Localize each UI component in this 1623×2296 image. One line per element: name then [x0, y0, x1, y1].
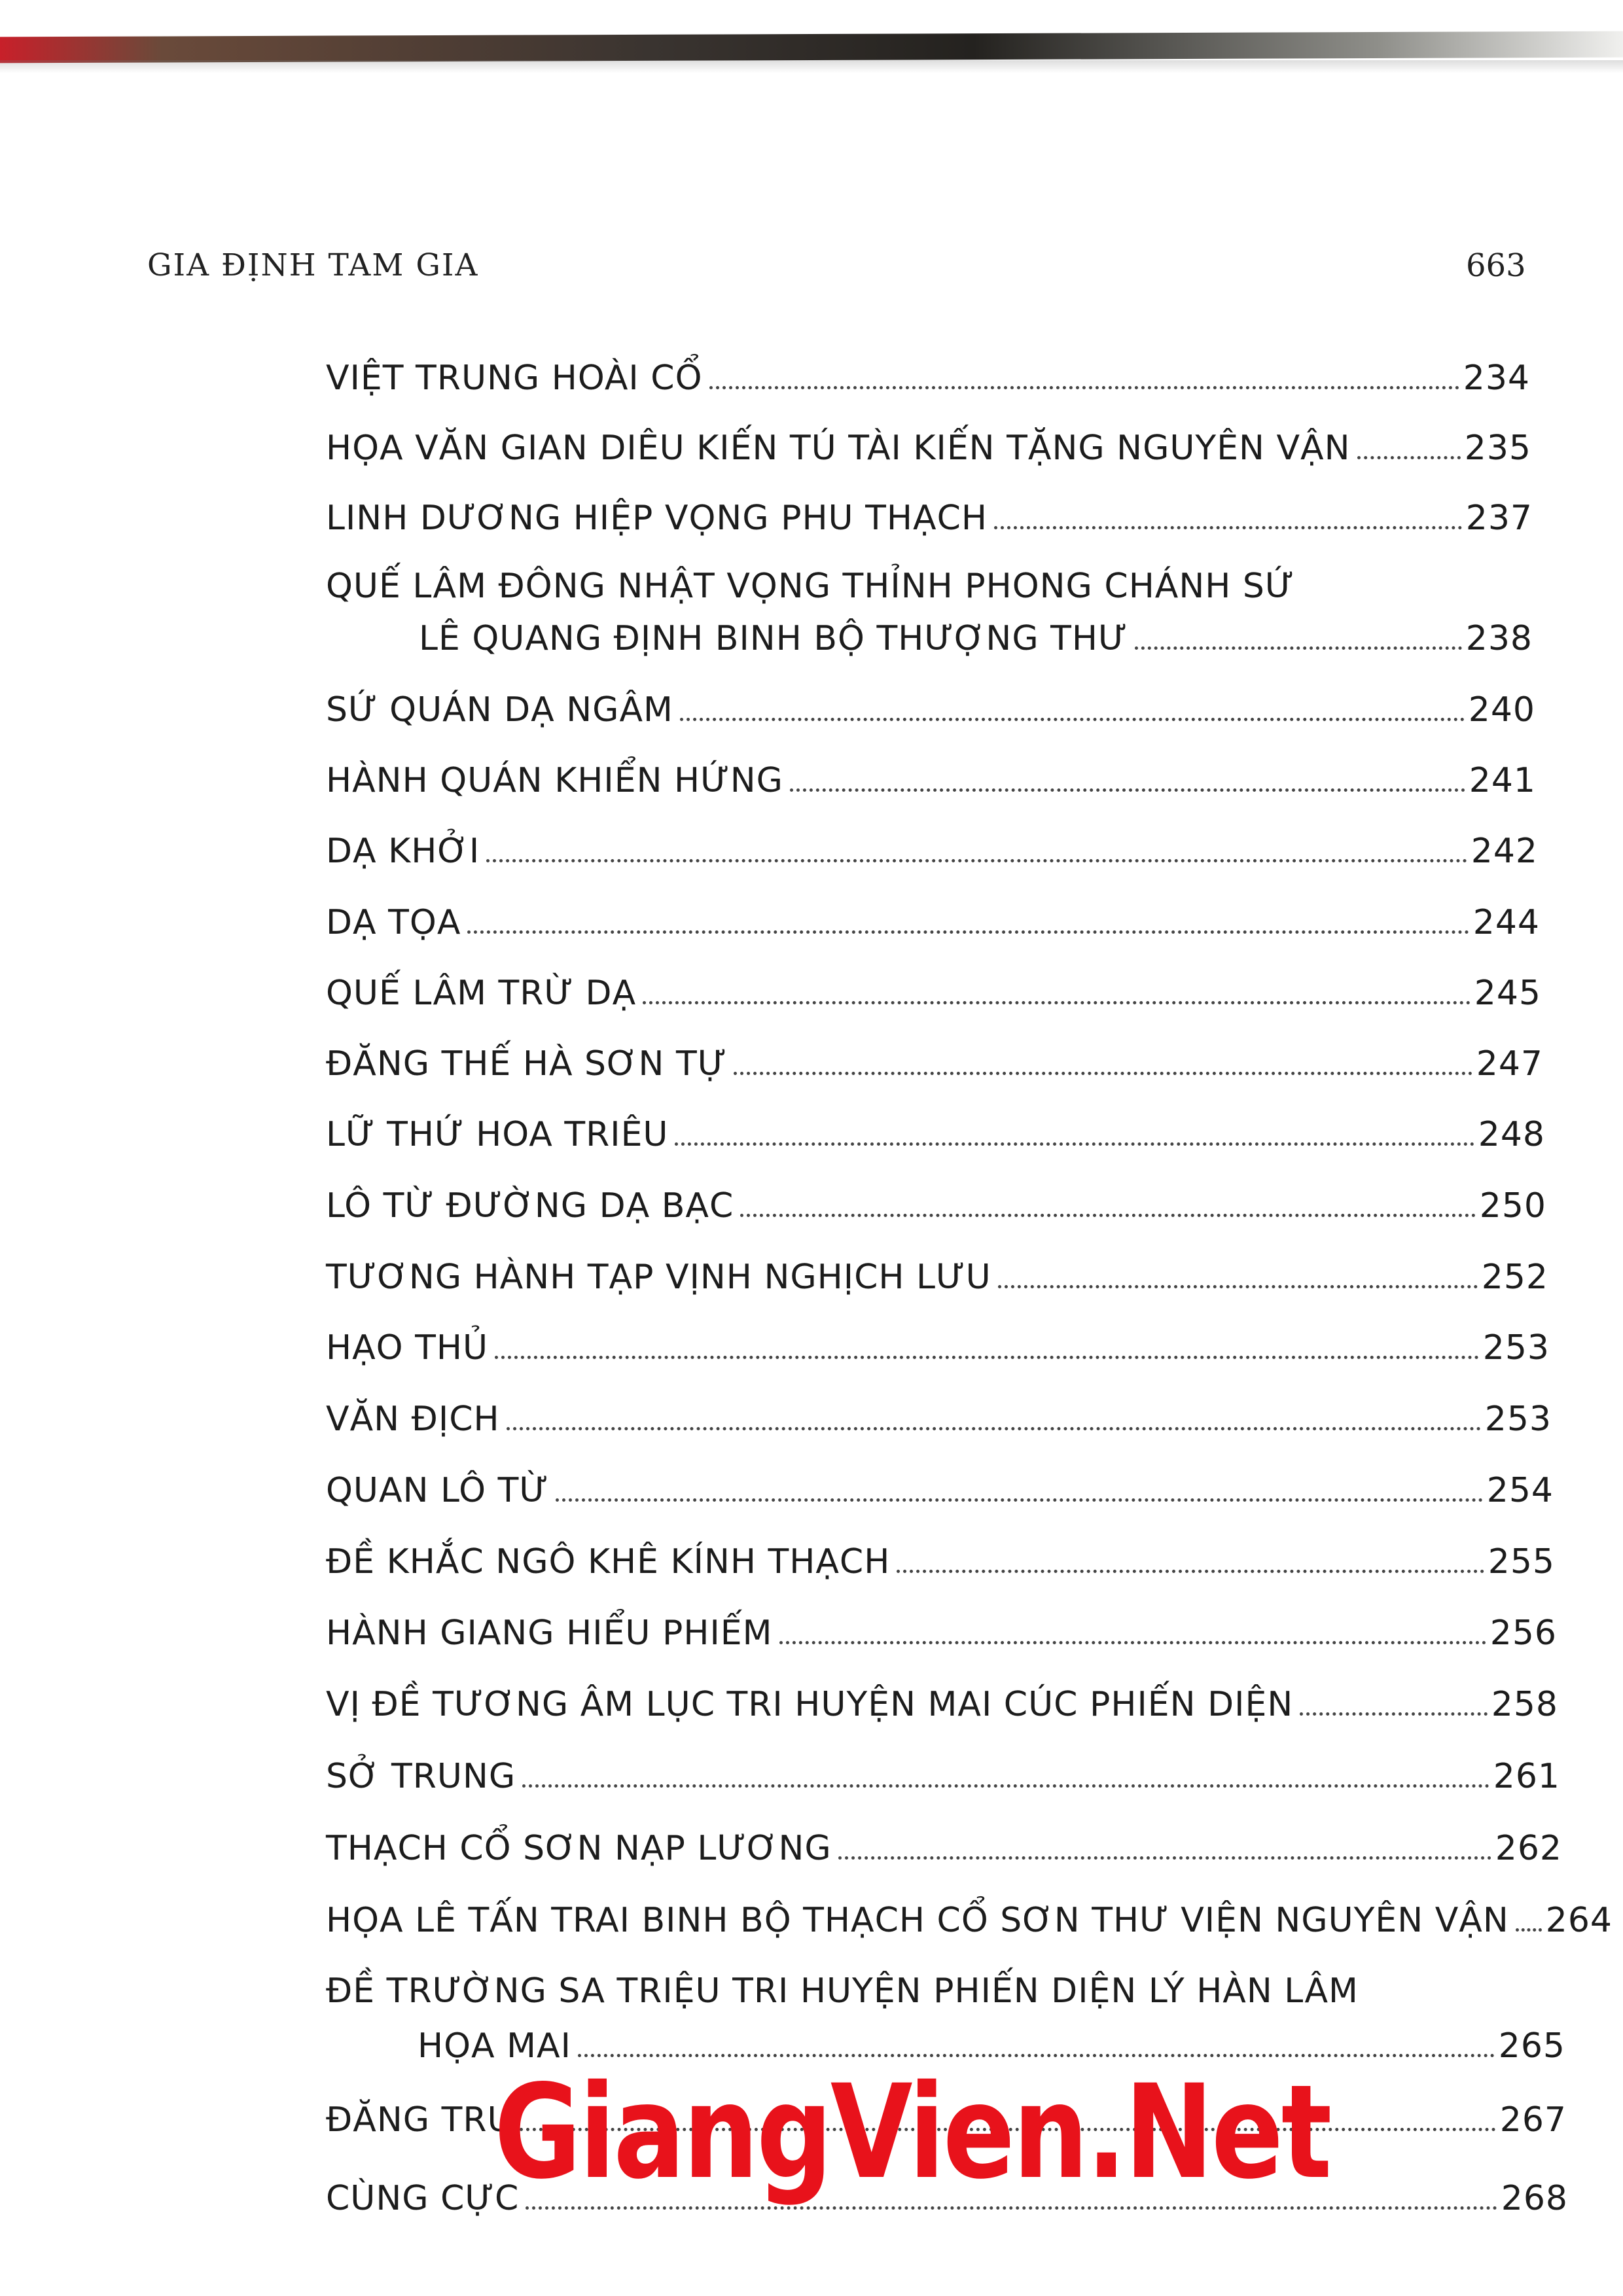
toc-entry[interactable]	[326, 1685, 1558, 1724]
toc-entry[interactable]	[326, 1471, 1554, 1510]
dot-leader	[790, 788, 1465, 792]
toc-entry[interactable]	[326, 1542, 1555, 1581]
toc-entry-page: 240	[1468, 690, 1535, 730]
dot-leader	[897, 1570, 1484, 1573]
dot-leader	[675, 1142, 1474, 1146]
dot-leader	[779, 1641, 1486, 1644]
toc-entry-page: 253	[1484, 1400, 1552, 1439]
toc-entry-title: ĐĂNG THẾ HÀ SƠN TỰ	[326, 1044, 728, 1084]
dot-leader	[740, 1214, 1475, 1217]
watermark-logo: GiangVien.Net	[494, 2057, 1330, 2208]
toc-entry[interactable]	[326, 1901, 1613, 1940]
toc-entry[interactable]	[326, 903, 1540, 942]
toc-entry[interactable]	[326, 1186, 1546, 1226]
toc-entry-page: 247	[1476, 1044, 1543, 1084]
toc-entry[interactable]	[326, 1044, 1543, 1084]
toc-entry-title: HỌA VĂN GIAN DIÊU KIẾN TÚ TÀI KIẾN TẶNG NGUYÊN VẬN	[326, 429, 1351, 468]
dot-leader	[998, 1285, 1478, 1288]
toc-entry[interactable]	[326, 499, 1533, 538]
dot-leader	[486, 859, 1467, 862]
toc-entry-title: ĐỀ KHẮC NGÔ KHÊ KÍNH THẠCH	[326, 1542, 891, 1581]
toc-entry-page: 261	[1493, 1757, 1560, 1796]
toc-entry[interactable]	[326, 1115, 1545, 1154]
toc-entry-title-line1: QUẾ LÂM ĐÔNG NHẬT VỌNG THỈNH PHONG CHÁNH SỨ	[326, 567, 1295, 606]
toc-entry-title: QUẾ LÂM TRỪ DẠ	[326, 974, 637, 1013]
toc-entry-page: 241	[1469, 761, 1536, 800]
toc-entry-page: 253	[1482, 1328, 1550, 1368]
toc-entry[interactable]	[326, 1757, 1560, 1796]
toc-entry-title: QUAN LÔ TỪ	[326, 1471, 549, 1510]
toc-entry-page: 235	[1464, 429, 1531, 468]
toc-entry-page: 252	[1481, 1258, 1548, 1297]
dot-leader	[643, 1001, 1471, 1004]
toc-entry-title: VỊ ĐỀ TƯƠNG ÂM LỤC TRI HUYỆN MAI CÚC PHIẾN DIỆN	[326, 1685, 1294, 1724]
toc-entry-page: 268	[1501, 2179, 1568, 2218]
dot-leader	[709, 386, 1459, 389]
toc-entry[interactable]	[326, 1829, 1562, 1868]
dot-leader	[838, 1856, 1491, 1860]
toc-entry[interactable]	[326, 1258, 1548, 1297]
toc-entry-title: LÊ QUANG ĐỊNH BINH BỘ THƯỢNG THƯ	[419, 619, 1128, 658]
toc-entry-title: DẠ TỌA	[326, 903, 461, 942]
toc-entry-title: HÀNH QUÁN KHIỂN HỨNG	[326, 761, 783, 800]
dot-leader	[522, 1784, 1489, 1788]
toc-entry[interactable]	[326, 974, 1541, 1013]
toc-entry-title: SỨ QUÁN DẠ NGÂM	[326, 690, 673, 730]
dot-leader	[994, 526, 1462, 529]
dot-leader	[467, 930, 1469, 934]
toc-entry-page: 255	[1488, 1542, 1555, 1581]
toc-entry-title: DẠ KHỞI	[326, 832, 480, 871]
toc-entry-title: LỮ THỨ HOA TRIÊU	[326, 1115, 669, 1154]
toc-entry-title: LINH DƯƠNG HIỆP VỌNG PHU THẠCH	[326, 499, 988, 538]
toc-entry-page: 250	[1479, 1186, 1546, 1226]
toc-entry-page: 256	[1489, 1614, 1557, 1653]
toc-entry-title-line1: ĐỀ TRƯỜNG SA TRIỆU TRI HUYỆN PHIẾN DIỆN LÝ HÀN LÂM	[326, 1971, 1359, 2011]
toc-entry-page: 264	[1545, 1901, 1613, 1940]
toc-entry-page: 248	[1478, 1115, 1545, 1154]
toc-entry-title: HỌA MAI	[418, 2026, 571, 2066]
dot-leader	[1357, 456, 1461, 459]
toc-entry-page: 245	[1474, 974, 1541, 1013]
toc-entry-title: TƯƠNG HÀNH TẠP VỊNH NGHỊCH LƯU	[326, 1258, 991, 1297]
toc-entry-title: THẠCH CỔ SƠN NẠP LƯƠNG	[326, 1829, 832, 1868]
dot-leader	[1135, 646, 1462, 650]
toc-entry-page: 265	[1498, 2026, 1565, 2066]
toc-entry-page: 254	[1486, 1471, 1554, 1510]
toc-entry-page: 258	[1491, 1685, 1558, 1724]
toc-entry-page: 237	[1465, 499, 1533, 538]
toc-entry-page: 234	[1463, 359, 1530, 398]
running-title: GIA ĐỊNH TAM GIA	[147, 247, 479, 283]
page-number: 663	[1466, 247, 1526, 284]
toc-entry-title: HỌA LÊ TẤN TRAI BINH BỘ THẠCH CỔ SƠN THƯ VIỆN NGUYÊN VẬN	[326, 1901, 1509, 1940]
toc-entry-title: SỞ TRUNG	[326, 1757, 516, 1796]
toc-entry-title: ĐĂNG TRU	[326, 2100, 513, 2140]
toc-entry[interactable]	[326, 1328, 1550, 1368]
toc-entry-title: VĂN ĐỊCH	[326, 1400, 500, 1439]
toc-entry[interactable]	[326, 429, 1531, 468]
toc-entry[interactable]	[326, 359, 1530, 398]
toc-entry[interactable]	[326, 1400, 1552, 1439]
toc-entry-title: CÙNG CỰC	[326, 2179, 520, 2218]
toc-entry[interactable]	[326, 690, 1535, 730]
dot-leader	[495, 1356, 1479, 1359]
toc-entry[interactable]	[326, 761, 1536, 800]
toc-entry-page: 267	[1499, 2100, 1567, 2140]
toc-entry-page: 244	[1472, 903, 1540, 942]
dot-leader	[1300, 1712, 1488, 1716]
toc-entry[interactable]	[419, 619, 1533, 658]
dot-leader	[507, 1427, 1481, 1430]
toc-entry-title: HÀNH GIANG HIỂU PHIẾM	[326, 1614, 773, 1653]
toc-entry-page: 262	[1495, 1829, 1562, 1868]
dot-leader	[1516, 1928, 1542, 1932]
toc-entry-title: HẠO THỦ	[326, 1328, 489, 1368]
dot-leader	[680, 718, 1465, 721]
toc-entry-title: LÔ TỪ ĐƯỜNG DẠ BẠC	[326, 1186, 734, 1226]
toc-entry[interactable]	[326, 1614, 1557, 1653]
toc-entry[interactable]	[326, 832, 1538, 871]
toc-entry-title: VIỆT TRUNG HOÀI CỔ	[326, 359, 703, 398]
toc-entry-page: 238	[1465, 619, 1533, 658]
dot-leader	[734, 1072, 1472, 1075]
dot-leader	[556, 1498, 1483, 1502]
toc-entry-page: 242	[1471, 832, 1538, 871]
